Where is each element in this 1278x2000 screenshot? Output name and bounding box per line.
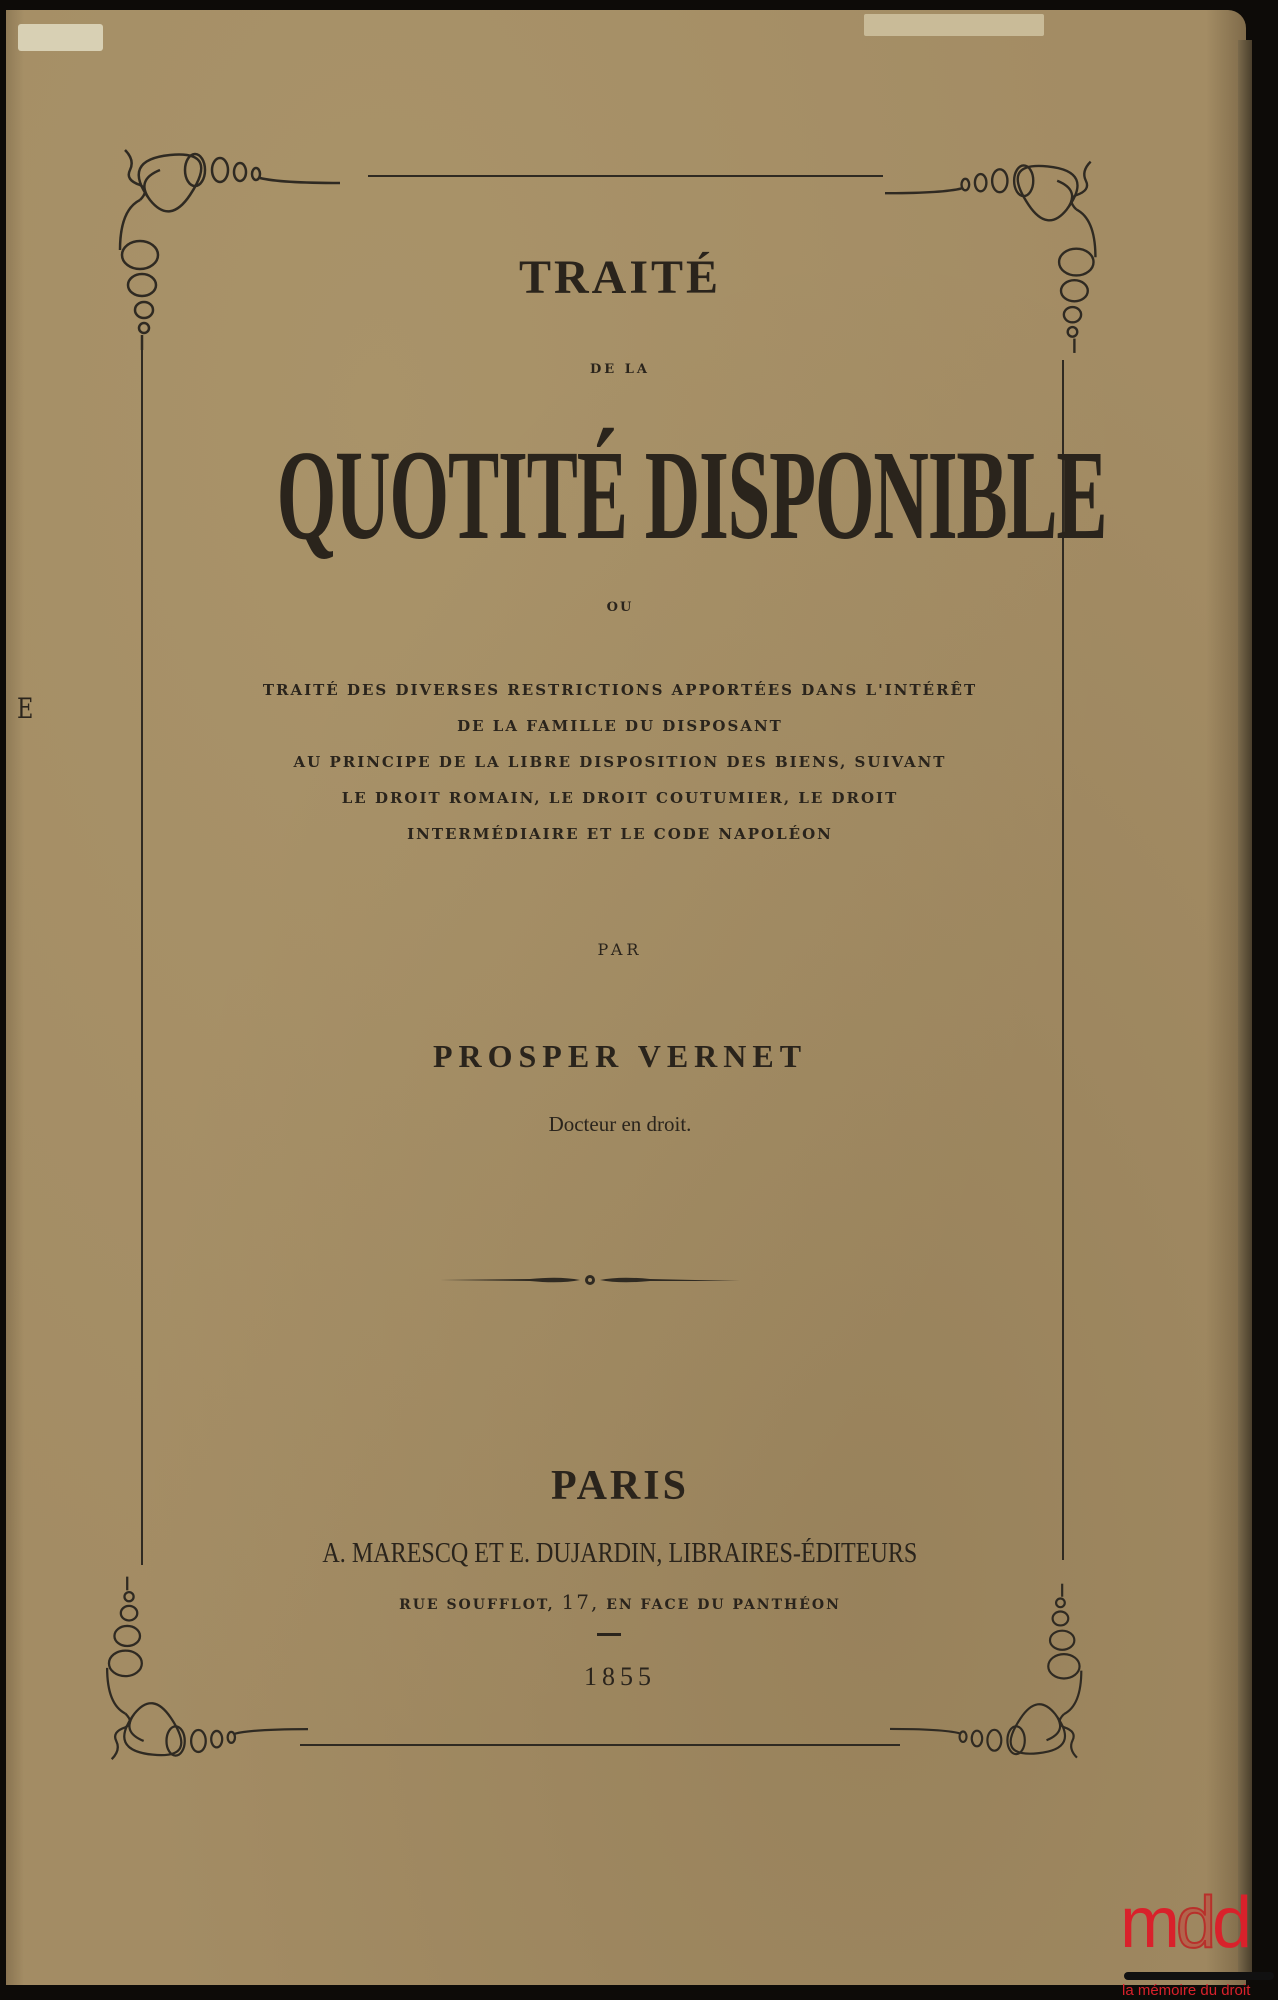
publisher-address (0, 1590, 1240, 1614)
publisher-name (0, 1538, 1240, 1570)
subtitle-line: INTERMÉDIAIRE ET LE CODE NAPOLÉON (407, 825, 833, 843)
subtitle-line: AU PRINCIPE DE LA LIBRE DISPOSITION DES BIENS, SUIVANT (293, 753, 947, 771)
logo-tagline: la mémoire du droit (1122, 1982, 1251, 1999)
mdd-logo-mark (1120, 1883, 1249, 1963)
torn-label-patch (18, 24, 103, 51)
address-landmark: EN FACE DU PANTHÉON (606, 1597, 841, 1613)
byline-par: PAR (597, 940, 643, 959)
logo-letter-m: m (1120, 1883, 1176, 1963)
logo-underline (1124, 1972, 1274, 1980)
subtitle-line: TRAITÉ DES DIVERSES RESTRICTIONS APPORTÉES DANS L'INTÉRÊT (262, 681, 978, 699)
frame-top-line (368, 175, 883, 177)
logo-letter-d: d (1212, 1883, 1249, 1963)
heading-traite: TRAITÉ (518, 251, 722, 304)
publication-year: 1855 (584, 1662, 656, 1691)
frame-bottom-line (300, 1744, 900, 1746)
edge-letter: E (17, 692, 34, 725)
connector-de-la: DE LA (590, 362, 650, 377)
publisher-name-text: A. MARESCQ ET E. DUJARDIN, LIBRAIRES-ÉDITEURS (322, 1538, 918, 1569)
ornamental-divider-icon (440, 1270, 740, 1290)
torn-label-patch (864, 14, 1044, 36)
subtitle-line: DE LA FAMILLE DU DISPOSANT (457, 717, 783, 735)
mdd-logo (1120, 1883, 1278, 2000)
corner-flourish-icon (110, 140, 340, 350)
publisher-city: PARIS (551, 1463, 689, 1509)
separator-dash (597, 1633, 621, 1636)
author-name: PROSPER VERNET (432, 1038, 808, 1074)
main-title-text: QUOTITÉ DISPONIBLE (276, 424, 1107, 566)
subtitle-line: LE DROIT ROMAIN, LE DROIT COUTUMIER, LE DROIT (341, 789, 899, 807)
book-spine-edge (1238, 40, 1252, 1980)
main-title (0, 424, 1240, 566)
address-street: RUE SOUFFLOT, (399, 1597, 555, 1613)
address-number: 17, (561, 1590, 600, 1614)
connector-ou: OU (606, 600, 634, 615)
logo-letter-d-outline: d (1175, 1883, 1213, 1963)
subtitle-block (0, 672, 1240, 852)
author-degree: Docteur en droit. (548, 1112, 692, 1136)
